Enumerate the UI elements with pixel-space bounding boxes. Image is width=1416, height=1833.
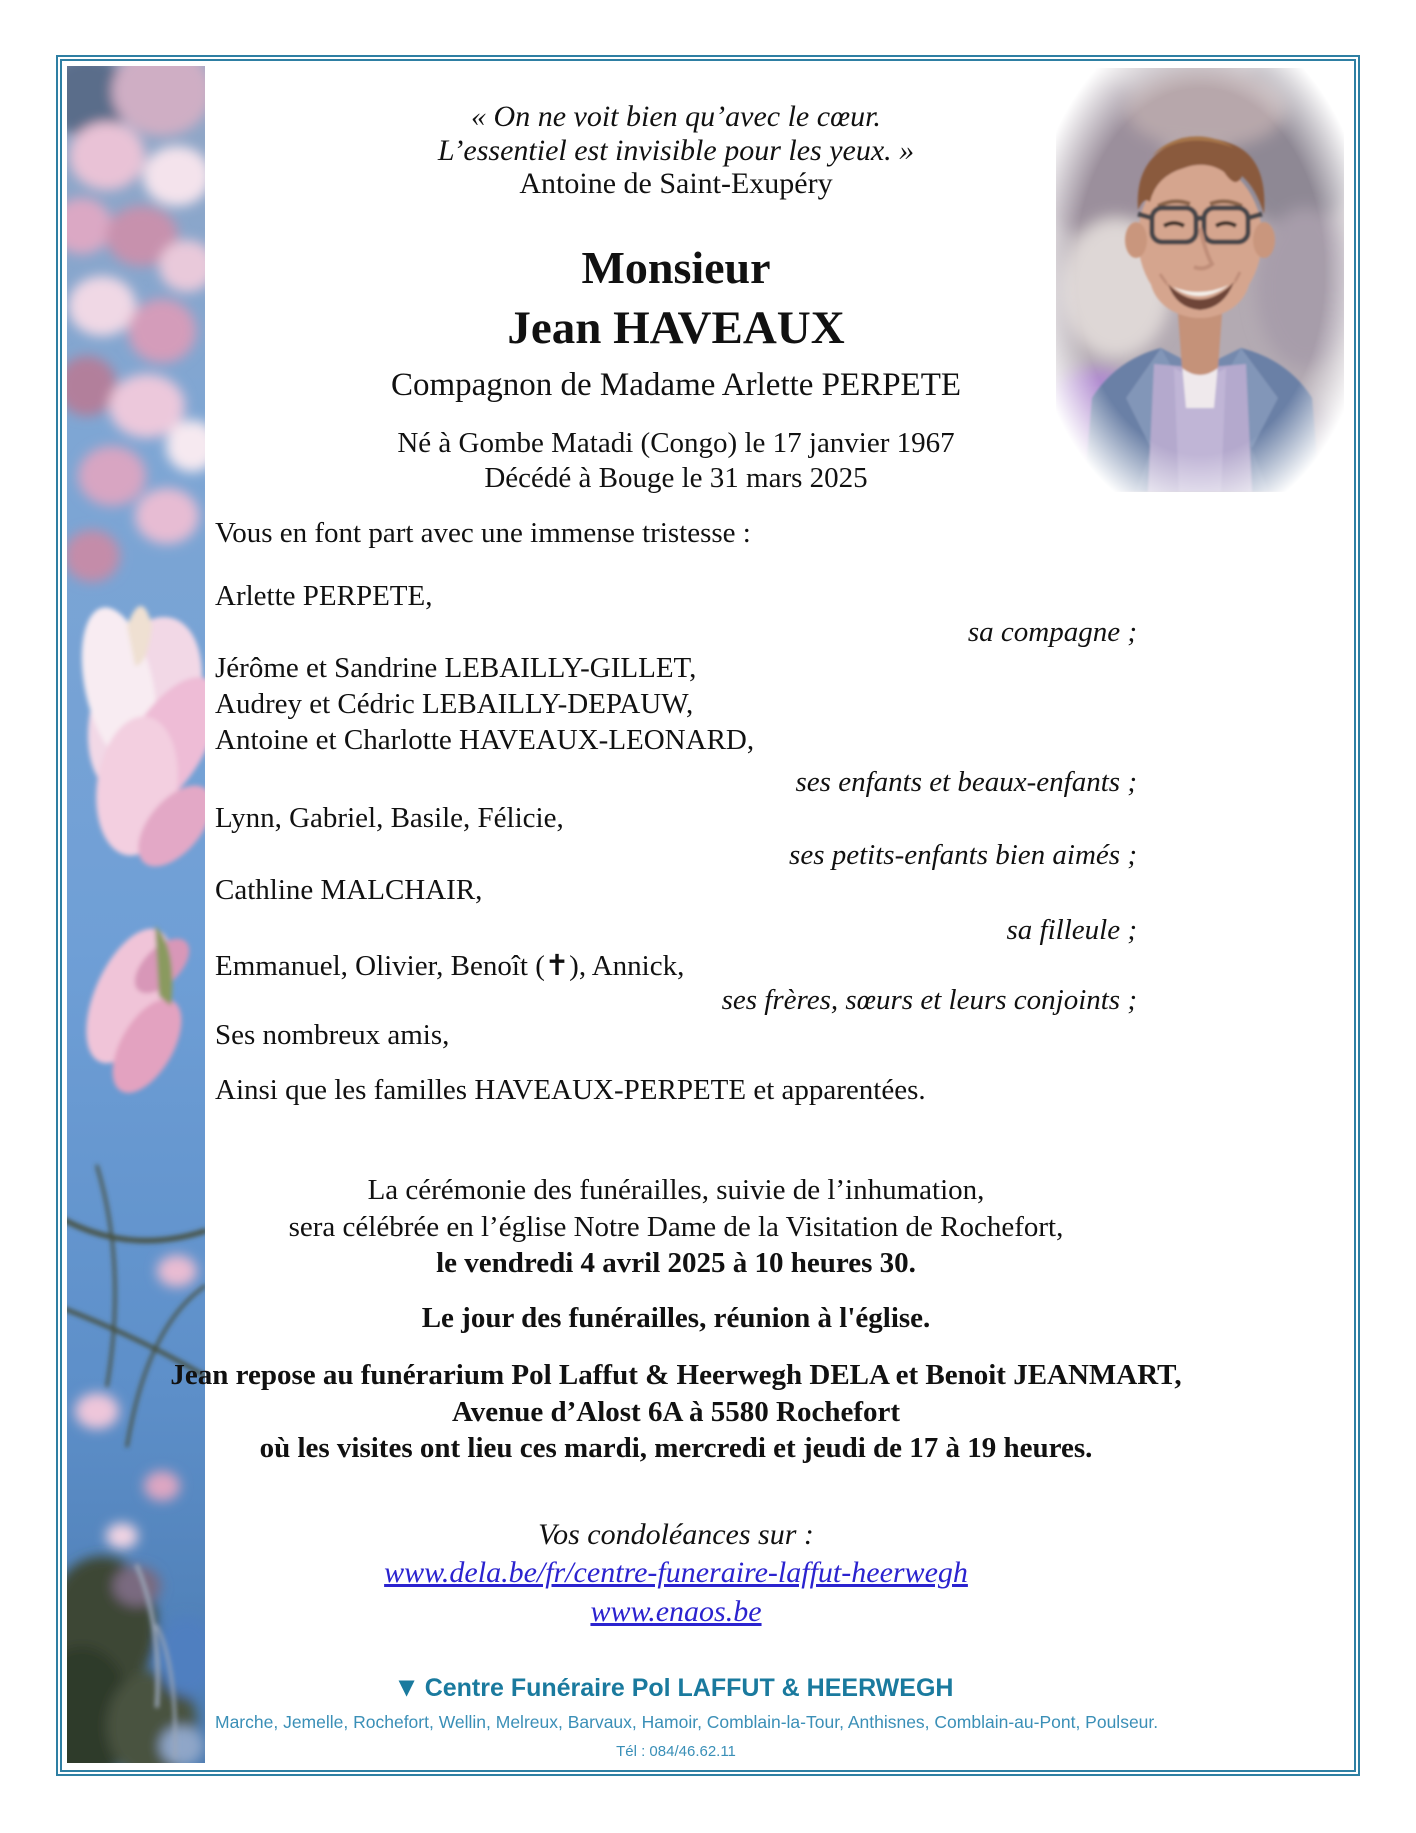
repose-visits: où les visites ont lieu ces mardi, mercredi et jeudi de 17 à 19 heures. [259,1432,1093,1464]
brand-name: Centre Funéraire Pol LAFFUT & HEERWEGH [424,1674,954,1702]
ceremony-date: le vendredi 4 avril 2025 à 10 heures 30. [436,1247,916,1279]
mourner-relation: ses petits-enfants bien aimés ; [789,839,1137,871]
mourner-relation: sa filleule ; [1006,914,1137,946]
deceased-title: Monsieur [581,242,771,293]
brand-triangle-icon: ▼ [398,1675,415,1699]
mourner-line: Arlette PERPETE, [215,580,433,612]
ceremony-line-2: sera célébrée en l’église Notre Dame de la Visitation de Rochefort, [288,1211,1064,1243]
link-text[interactable]: www.enaos.be [590,1595,762,1628]
repose-line-1: Jean repose au funérarium Pol Laffut & Heerwegh DELA et Benoit JEANMART, [170,1359,1182,1391]
deceased-death: Décédé à Bouge le 31 mars 2025 [484,462,868,494]
deceased-name: Jean HAVEAUX [507,302,845,354]
mourner-relation: sa compagne ; [967,616,1137,648]
mourner-relation: ses enfants et beaux-enfants ; [795,766,1137,798]
mourner-names-post: ), Annick, [569,950,685,982]
mourner-line: Antoine et Charlotte HAVEAUX-LEONARD, [215,724,755,756]
families-line: Ainsi que les familles HAVEAUX-PERPETE et apparentées. [215,1074,926,1106]
funeral-home-phone: Tél : 084/46.62.11 [616,1743,736,1760]
funeral-home-brand [215,1671,1137,1706]
condolences-label: Vos condoléances sur : [538,1518,814,1551]
link-text[interactable]: www.dela.be/fr/centre-funeraire-laffut-heerwegh [384,1556,968,1589]
mourner-names-pre: Emmanuel, Olivier, Benoît ( [215,950,545,982]
ceremony-line-1: La cérémonie des funérailles, suivie de l’inhumation, [367,1174,985,1206]
mourner-relation: ses frères, sœurs et leurs conjoints ; [721,984,1137,1016]
magnolia-photo-strip [67,66,205,1763]
condolences-link-dela[interactable] [215,1555,1137,1591]
quote-line-1: « On ne voit bien qu’avec le cœur. [471,100,881,133]
funeral-home-towns: Marche, Jemelle, Rochefort, Wellin, Melreux, Barvaux, Hamoir, Comblain-la-Tour, Anthisnes, Comblain-au-Pont, Poulseur. [215,1712,1159,1732]
announcement-content [170,0,1182,1833]
mourner-line: Audrey et Cédric LEBAILLY-DEPAUW, [215,688,694,720]
quote-line-2: L’essentiel est invisible pour les yeux. » [437,134,915,167]
deceased-relation: Compagnon de Madame Arlette PERPETE [390,367,962,403]
deceased-cross-symbol: ✝ [544,948,570,982]
mourner-line: Jérôme et Sandrine LEBAILLY-GILLET, [215,652,697,684]
friends-line: Ses nombreux amis, [215,1019,450,1051]
condolences-link-enaos[interactable] [215,1594,1137,1630]
quote-author: Antoine de Saint-Exupéry [519,167,833,200]
magnolia-illustration [67,66,205,1763]
repose-address: Avenue d’Alost 6A à 5580 Rochefort [451,1396,901,1428]
mourner-line [215,947,1137,984]
ceremony-reunion: Le jour des funérailles, réunion à l'église. [421,1302,931,1334]
announcement-intro: Vous en font part avec une immense tristesse : [215,517,751,549]
mourner-line: Cathline MALCHAIR, [215,874,483,906]
mourner-line: Lynn, Gabriel, Basile, Félicie, [215,802,564,834]
deceased-birth: Né à Gombe Matadi (Congo) le 17 janvier 1967 [397,427,955,459]
